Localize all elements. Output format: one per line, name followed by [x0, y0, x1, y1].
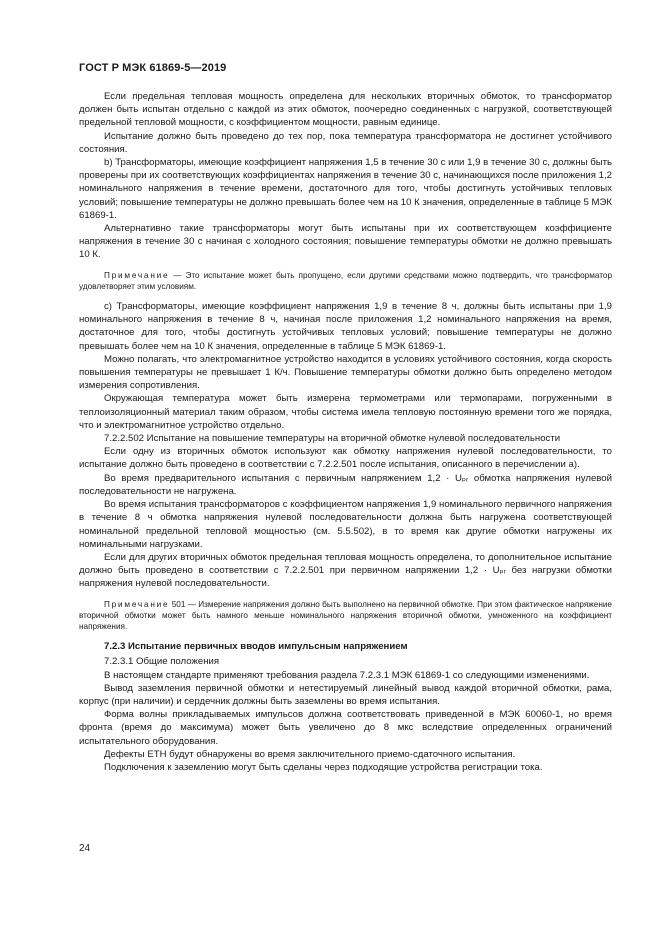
document-header: ГОСТ Р МЭК 61869-5—2019 [79, 62, 227, 74]
note-paragraph [79, 270, 612, 292]
body-paragraph: Испытание должно быть проведено до тех пор, пока температура трансформатора не достигнет устойчивого состояния. [79, 130, 612, 155]
body-paragraph: Дефекты ЕТН будут обнаружены во время заключительного приемо-сдаточного испытания. [104, 748, 516, 760]
body-paragraph: 7.2.2.502 Испытание на повышение температуры на вторичной обмотке нулевой последовательности [104, 433, 561, 445]
note-paragraph [79, 599, 612, 633]
body-paragraph: Если одну из вторичных обмоток используют как обмотку напряжения нулевой последовательности, то испытание должно быть проведено в соответствии с 7.2.2.501 после испытания, описанного в перечислении a). [79, 446, 612, 471]
note-text: 501 — Измерение напряжения должно быть выполнено на первичной обмотке. При этом фактическое напряжение вторичной обмотки может быть намного меньше номинального напряжения вторичной обмотки, умноженного на коэффициент напряжения. [79, 599, 612, 631]
body-paragraph: Альтернативно такие трансформаторы могут быть испытаны при их соответствующем коэффициенте напряжения в течение 30 с начиная с холодного состояния; повышение температуры обмотки не должно превышать 10 К. [79, 223, 612, 261]
body-paragraph: Подключения к заземлению могут быть сделаны через подходящие устройства регистрации тока. [104, 761, 543, 773]
note-label: Примечание [104, 270, 170, 280]
body-paragraph: Можно полагать, что электромагнитное устройство находится в условиях устойчивого состояния, когда скорость повышения температуры не превышает 1 К/ч. Повышение температуры обмотки должно быть определено методом измерения сопротивления. [79, 353, 612, 392]
body-paragraph: Вывод заземления первичной обмотки и нетестируемый линейный вывод каждой вторичной обмотки, рама, корпус (при наличии) и сердечник должны быть заземлены во время испытания. [79, 682, 612, 707]
body-paragraph: b) Трансформаторы, имеющие коэффициент напряжения 1,5 в течение 30 с или 1,9 в течение 30 с, должны быть проверены при их соответствующих коэффициентах напряжения в течение 30 с, начинающихся после приложения 1,2 номинального напряжения в течение времени, достаточного для того, чтобы достигнуть устойчивых тепловых условий; повышение температуры не должно превышать более чем на 10 К значения, определенные в таблице 5 МЭК 61869-1. [79, 157, 612, 221]
body-paragraph: Во время испытания трансформаторов с коэффициентом напряжения 1,9 номинального первичного напряжения в течение 8 ч обмотка напряжения нулевой последовательности должна быть нагружена соответствующей номинальной предельной тепловой мощностью (см. 5.5.502), в то время как другие обмотки нагружены их номинальными нагрузками. [79, 499, 612, 550]
body-paragraph: Во время предварительного испытания с первичным напряжением 1,2 · Uₚᵣ обмотка напряжения нулевой последовательности не нагружена. [79, 472, 612, 497]
document-body [79, 90, 612, 774]
section-heading: 7.2.3 Испытание первичных вводов импульсным напряжением [104, 641, 408, 653]
note-text: — Это испытание может быть пропущено, если другими средствами можно подтвердить, что трансформатор удовлетворяет этим условиям. [79, 270, 612, 291]
body-paragraph: Если для других вторичных обмоток предельная тепловая мощность определена, то дополнительное испытание должно быть проведено в соответствии с 7.2.2.501 при первичном напряжении 1,2 · Uₚᵣ без нагрузки обмотки напряжения нулевой последовательности. [79, 551, 612, 590]
body-paragraph: Окружающая температура может быть измерена термометрами или термопарами, погруженными в теплоизоляционный материал таким образом, чтобы система имела тепловую постоянную времени того же порядка, что и электромагнитное устройство отдельно. [79, 393, 612, 431]
body-paragraph: В настоящем стандарте применяют требования раздела 7.2.3.1 МЭК 61869-1 со следующими изменениями. [104, 669, 590, 681]
body-paragraph: Форма волны прикладываемых импульсов должна соответствовать приведенной в МЭК 60060-1, но время фронта (время до максимума) может быть увеличено до 8 мкс вследствие определенных ограничений испытательного оборудования. [79, 709, 612, 747]
page-number: 24 [79, 843, 91, 854]
body-paragraph: 7.2.3.1 Общие положения [104, 656, 220, 668]
body-paragraph: Если предельная тепловая мощность определена для нескольких вторичных обмоток, то трансформатор должен быть испытан отдельно с каждой из этих обмоток, поочередно соединенных с нагрузкой, соответствующей предельной тепловой мощности, с коэффициентом мощности, равным единице. [79, 91, 612, 129]
note-label: Примечание [104, 599, 170, 609]
body-paragraph: c) Трансформаторы, имеющие коэффициент напряжения 1,9 в течение 8 ч, должны быть испытаны при 1,9 номинального напряжения в течение 8 ч, начиная после приложения 1,2 номинального напряжения на время, достаточное для того, чтобы достигнуть устойчивых тепловых условий; повышение температуры не должно превышать более чем на 10 К значения, определенные в таблице 5 МЭК 61869-1. [79, 301, 612, 352]
